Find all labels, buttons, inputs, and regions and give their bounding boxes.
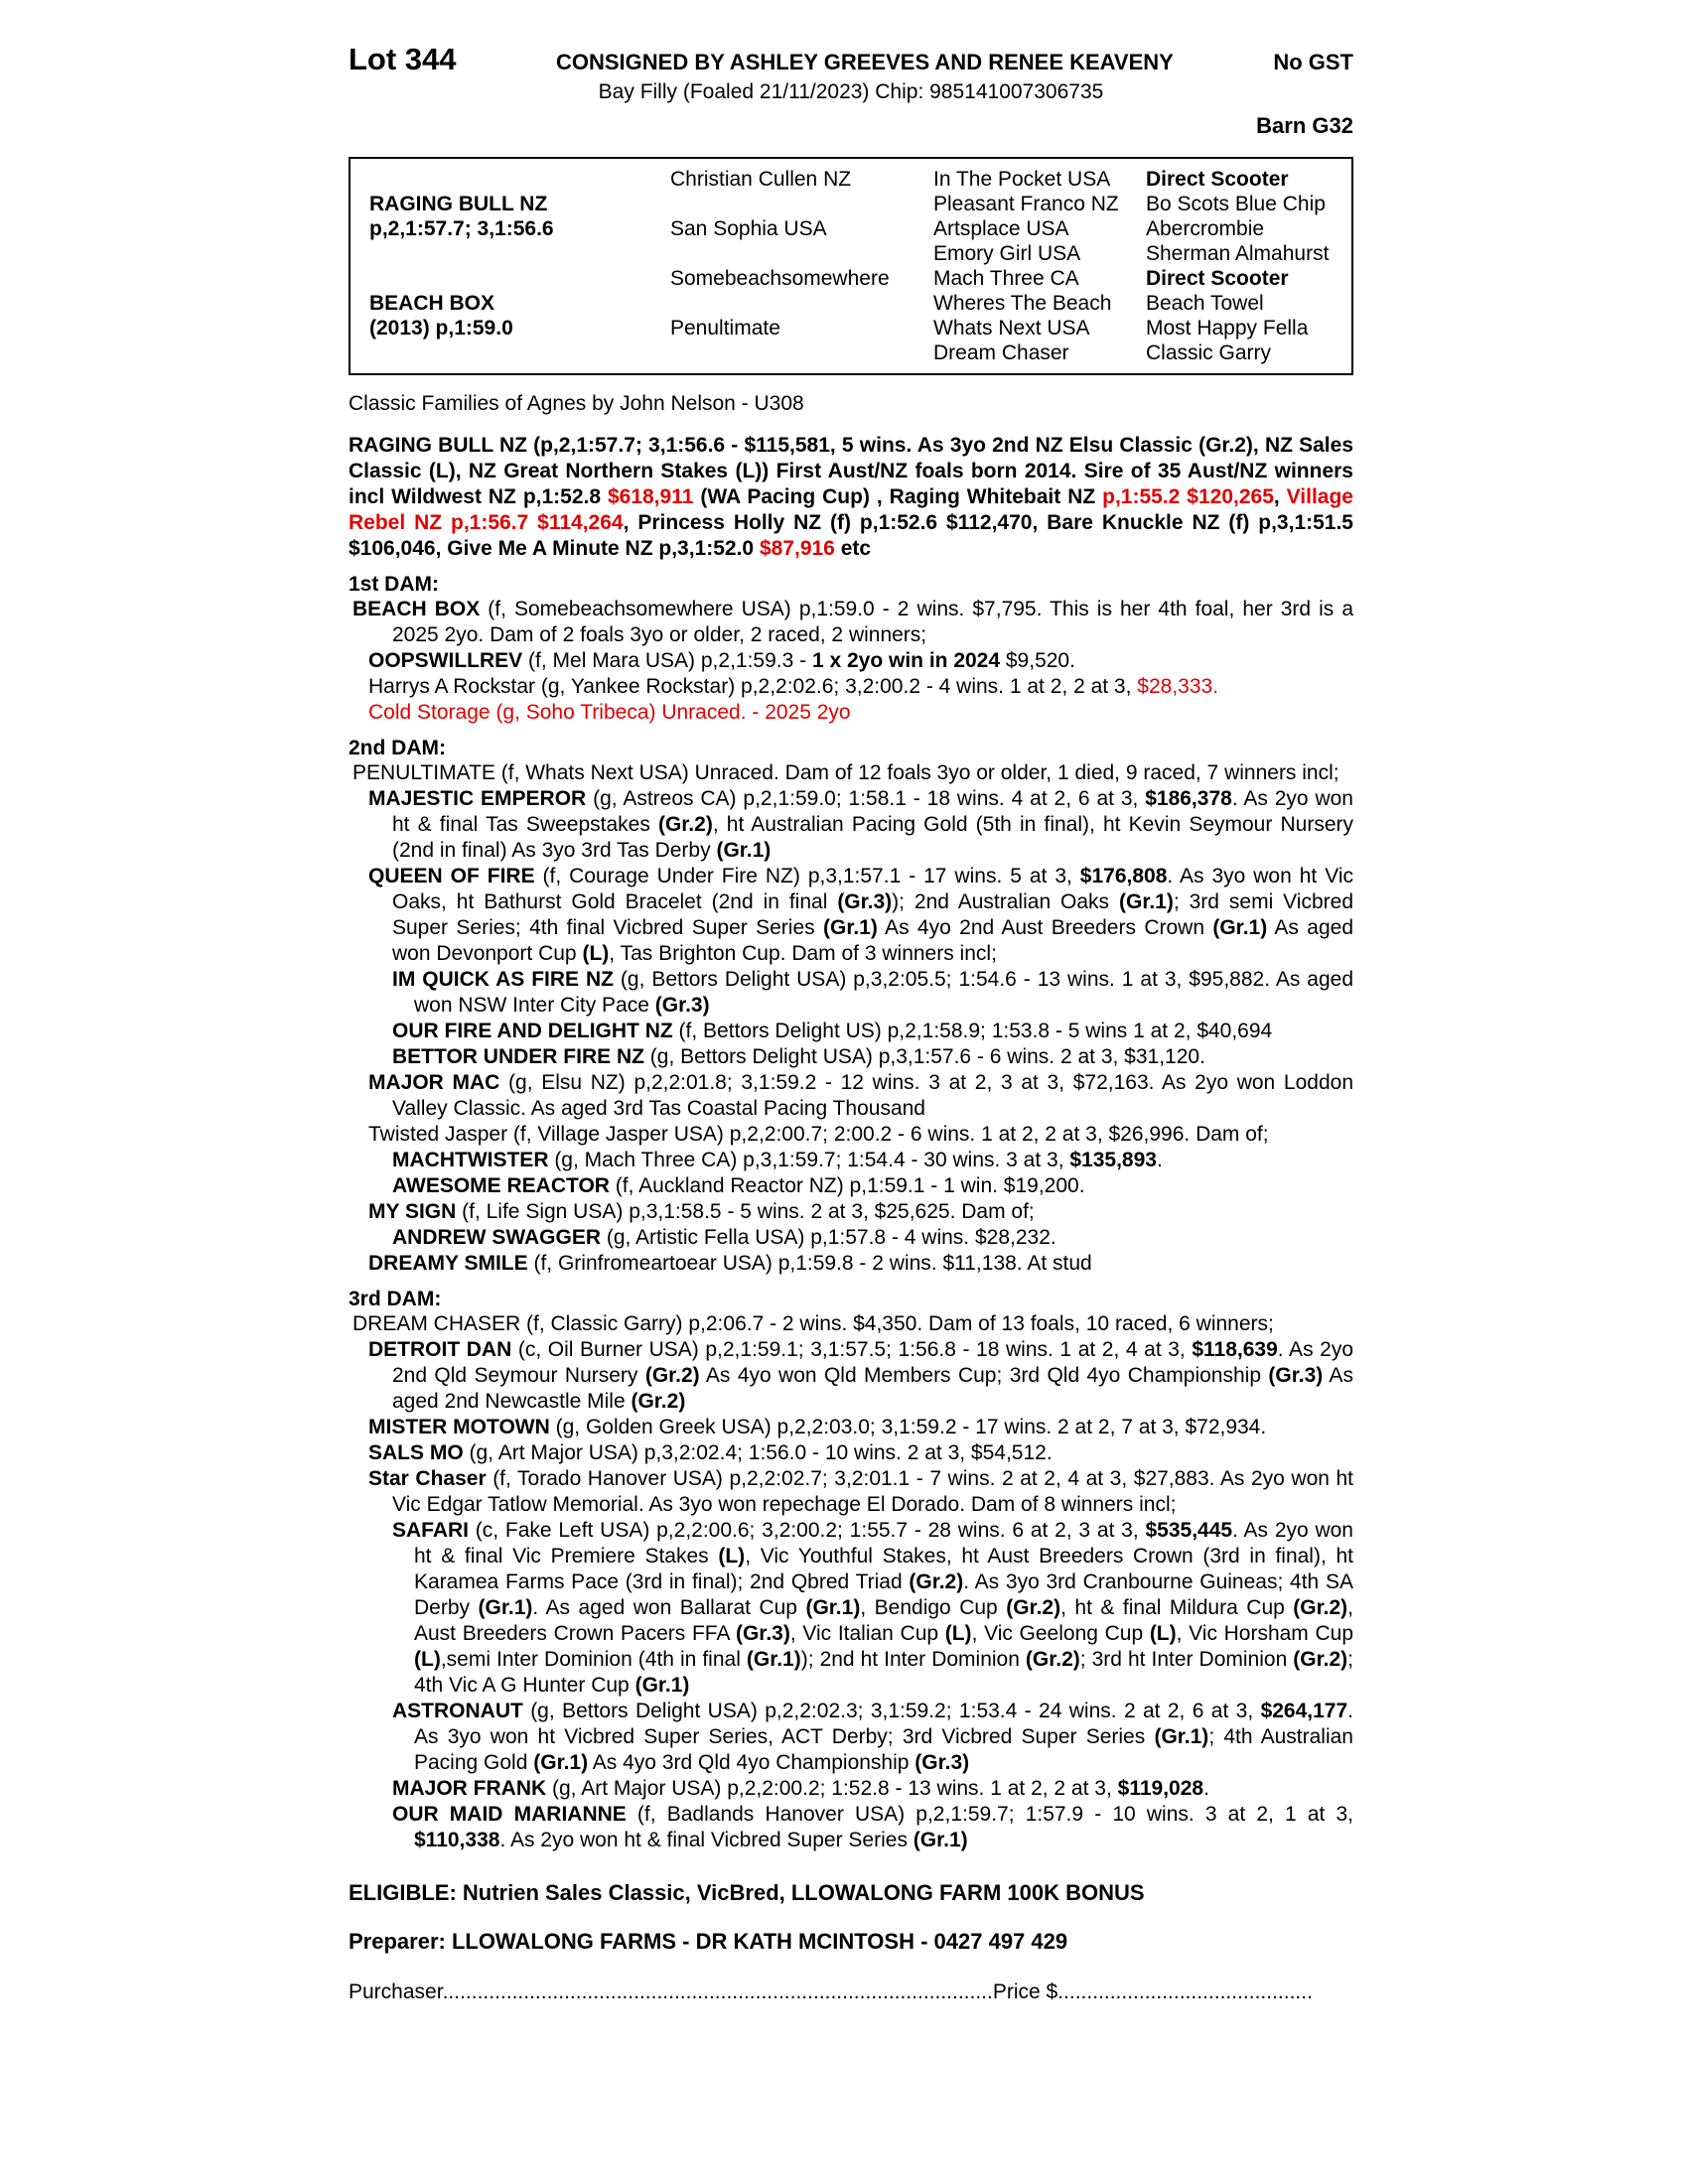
pedigree-cell <box>369 167 670 192</box>
pedigree-entry-major-mac: MAJOR MAC (g, Elsu NZ) p,2,2:01.8; 3,1:59.2 - 12 wins. 3 at 2, 3 at 3, $72,163. As 2yo won Loddon Valley Classic. As aged 3rd Tas Coastal Pacing Thousand <box>368 1071 1354 1120</box>
pedigree-cell <box>369 266 670 291</box>
pedigree-table <box>349 157 1353 375</box>
pedigree-cell: Pleasant Franco NZ <box>933 193 1119 215</box>
consignor-line: CONSIGNED BY ASHLEY GREEVES AND RENEE KEAVENY <box>556 50 1174 74</box>
pedigree-cell: Direct Scooter <box>1146 168 1289 191</box>
pedigree-entry-astronaut: ASTRONAUT (g, Bettors Delight USA) p,2,2:02.3; 3,1:59.2; 1:53.4 - 24 wins. 2 at 2, 6 at 3, $264,177. As 3yo won ht Vicbred Super Series, ACT Derby; 3rd Vicbred Super Series (Gr.1); 4th Australian Pacing Gold (Gr.1) As 4yo 3rd Qld 4yo Championship (Gr.3) <box>392 1700 1353 1774</box>
foaling-info: Bay Filly (Foaled 21/11/2023) Chip: 985141007306735 <box>598 80 1104 103</box>
section-heading-1st-dam: 1st DAM: <box>349 573 440 596</box>
pedigree-cell: BEACH BOX <box>369 292 495 315</box>
pedigree-entry-my-sign: MY SIGN (f, Life Sign USA) p,3,1:58.5 - 5 wins. 2 at 3, $25,625. Dam of; <box>368 1200 1035 1223</box>
pedigree-entry-queen-of-fire: QUEEN OF FIRE (f, Courage Under Fire NZ) p,3,1:57.1 - 17 wins. 5 at 3, $176,808. As 3yo won ht Vic Oaks, ht Bathurst Gold Bracelet (2nd in final (Gr.3)); 2nd Australian Oaks (Gr.1); 3rd semi Vicbred Super Series; 4th final Vicbred Super Series (Gr.1) As 4yo 2nd Aust Breeders Crown (Gr.1) As aged won Devonport Cup (L), Tas Brighton Cup. Dam of 3 winners incl; <box>368 865 1353 965</box>
pedigree-cell: Christian Cullen NZ <box>670 168 852 191</box>
purchaser-label: Purchaser <box>349 1980 443 2003</box>
sire-summary: RAGING BULL NZ (p,2,1:57.7; 3,1:56.6 - $115,581, 5 wins. As 3yo 2nd NZ Elsu Classic (Gr.2), NZ Sales Classic (L), NZ Great Northern Stakes (L)) First Aust/NZ foals born 2014. Sire of 35 Aust/NZ winners incl Wildwest NZ p,1:52.8 $618,911 (WA Pacing Cup) , Raging Whitebait NZ p,1:55.2 $120,265, Village Rebel NZ p,1:56.7 $114,264, Princess Holly NZ (f) p,1:52.6 $112,470, Bare Knuckle NZ (f) p,3,1:51.5 $106,046, Give Me A Minute NZ p,3,1:52.0 $87,916 etc <box>349 434 1353 560</box>
pedigree-entry-cold-storage: Cold Storage (g, Soho Tribeca) Unraced. - 2025 2yo <box>368 701 851 724</box>
pedigree-cell <box>369 241 670 266</box>
lot-number: Lot 344 <box>349 42 457 76</box>
pedigree-entry-dreamy-smile: DREAMY SMILE (f, Grinfromeartoear USA) p,1:59.8 - 2 wins. $11,138. At stud <box>368 1252 1092 1275</box>
pedigree-cell: San Sophia USA <box>670 217 827 240</box>
section-heading-3rd-dam: 3rd DAM: <box>349 1288 442 1310</box>
pedigree-entry-andrew-swagger: ANDREW SWAGGER (g, Artistic Fella USA) p,1:57.8 - 4 wins. $28,232. <box>392 1226 1056 1249</box>
pedigree-cell <box>670 291 933 316</box>
pedigree-cell: In The Pocket USA <box>933 168 1111 191</box>
pedigree-entry-harrys-a-rockstar: Harrys A Rockstar (g, Yankee Rockstar) p,2,2:02.6; 3,2:00.2 - 4 wins. 1 at 2, 2 at 3, $28,333. <box>368 675 1219 698</box>
pedigree-entry-detroit-dan: DETROIT DAN (c, Oil Burner USA) p,2,1:59.1; 3,1:57.5; 1:56.8 - 18 wins. 1 at 2, 4 at 3, $118,639. As 2yo 2nd Qld Seymour Nursery (Gr.2) As 4yo won Qld Members Cup; 3rd Qld 4yo Championship (Gr.3) As aged 2nd Newcastle Mile (Gr.2) <box>368 1338 1354 1413</box>
pedigree-entry-mister-motown: MISTER MOTOWN (g, Golden Greek USA) p,2,2:03.0; 3,1:59.2 - 17 wins. 2 at 2, 7 at 3, $72,934. <box>368 1416 1267 1438</box>
pedigree-entry-star-chaser: Star Chaser (f, Torado Hanover USA) p,2,2:02.7; 3,2:01.1 - 7 wins. 2 at 2, 4 at 3, $27,883. As 2yo won ht Vic Edgar Tatlow Memorial. As 3yo won repechage El Dorado. Dam of 8 winners incl; <box>368 1467 1354 1516</box>
family-note: Classic Families of Agnes by John Nelson - U308 <box>349 392 804 415</box>
pedigree-cell: Artsplace USA <box>933 217 1069 240</box>
section-heading-2nd-dam: 2nd DAM: <box>349 737 446 759</box>
price-label: Price $ <box>992 1980 1058 2003</box>
pedigree-entry-our-maid-marianne: OUR MAID MARIANNE (f, Badlands Hanover USA) p,2,1:59.7; 1:57.9 - 10 wins. 3 at 2, 1 at 3, $110,338. As 2yo won ht & final Vicbred Super Series (Gr.1) <box>392 1803 1353 1851</box>
catalog-page <box>349 42 1353 2004</box>
pedigree-cell: Sherman Almahurst <box>1146 242 1330 265</box>
pedigree-cell: Bo Scots Blue Chip <box>1146 193 1326 215</box>
pedigree-cell <box>670 341 933 365</box>
pedigree-entry-im-quick-as-fire: IM QUICK AS FIRE NZ (g, Bettors Delight USA) p,3,2:05.5; 1:54.6 - 13 wins. 1 at 3, $95,882. As aged won NSW Inter City Pace (Gr.3) <box>392 968 1354 1017</box>
pedigree-cell: Abercrombie <box>1146 217 1265 240</box>
pedigree-cell: Whats Next USA <box>933 317 1090 340</box>
pedigree-cell <box>670 241 933 266</box>
purchaser-dotted-leader: ............................................................................................... <box>442 1980 993 2003</box>
preparer-line: Preparer: LLOWALONG FARMS - DR KATH MCINTOSH - 0427 497 429 <box>349 1929 1068 1954</box>
gst-note: No GST <box>1273 50 1353 74</box>
pedigree-cell: Mach Three CA <box>933 267 1079 290</box>
pedigree-entry-awesome-reactor: AWESOME REACTOR (f, Auckland Reactor NZ) p,1:59.1 - 1 win. $19,200. <box>392 1174 1085 1197</box>
pedigree-cell <box>369 341 670 365</box>
pedigree-cell: RAGING BULL NZ <box>369 193 548 215</box>
pedigree-entry-majestic-emperor: MAJESTIC EMPEROR (g, Astreos CA) p,2,1:59.0; 1:58.1 - 18 wins. 4 at 2, 6 at 3, $186,378. As 2yo won ht & final Tas Sweepstakes (Gr.2), ht Australian Pacing Gold (5th in final), ht Kevin Seymour Nursery (2nd in final) As 3yo 3rd Tas Derby (Gr.1) <box>368 787 1353 862</box>
pedigree-entry-bettor-under-fire: BETTOR UNDER FIRE NZ (g, Bettors Delight USA) p,3,1:57.6 - 6 wins. 2 at 3, $31,120. <box>392 1045 1205 1068</box>
pedigree-cell: Emory Girl USA <box>933 242 1081 265</box>
purchaser-price-line <box>349 1980 1353 2004</box>
pedigree-cell: (2013) p,1:59.0 <box>369 317 513 340</box>
pedigree-entry-machtwister: MACHTWISTER (g, Mach Three CA) p,3,1:59.7; 1:54.4 - 30 wins. 3 at 3, $135,893. <box>392 1149 1163 1171</box>
pedigree-cell: Classic Garry <box>1146 341 1272 364</box>
pedigree-entry-major-frank: MAJOR FRANK (g, Art Major USA) p,2,2:00.2; 1:52.8 - 13 wins. 1 at 2, 2 at 3, $119,028. <box>392 1777 1209 1800</box>
barn-number: Barn G32 <box>1256 113 1353 138</box>
pedigree-cell: Most Happy Fella <box>1146 317 1309 340</box>
pedigree-cell: p,2,1:57.7; 3,1:56.6 <box>369 217 554 240</box>
pedigree-entry-dream-chaser: DREAM CHASER (f, Classic Garry) p,2:06.7 - 2 wins. $4,350. Dam of 13 foals, 10 raced, 6 winners; <box>352 1312 1274 1335</box>
pedigree-cell: Beach Towel <box>1146 292 1264 315</box>
pedigree-entry-beach-box: BEACH BOX (f, Somebeachsomewhere USA) p,1:59.0 - 2 wins. $7,795. This is her 4th foal, her 3rd is a 2025 2yo. Dam of 2 foals 3yo or older, 2 raced, 2 winners; <box>352 598 1353 646</box>
pedigree-entry-twisted-jasper: Twisted Jasper (f, Village Jasper USA) p,2,2:00.7; 2:00.2 - 6 wins. 1 at 2, 2 at 3, $26,996. Dam of; <box>368 1123 1269 1146</box>
price-dotted-leader: ............................................ <box>1057 1980 1313 2003</box>
pedigree-entry-sals-mo: SALS MO (g, Art Major USA) p,3,2:02.4; 1:56.0 - 10 wins. 2 at 3, $54,512. <box>368 1441 1053 1464</box>
pedigree-cell <box>670 192 933 216</box>
header-row <box>349 42 1353 77</box>
pedigree-cell: Dream Chaser <box>933 341 1069 364</box>
pedigree-entry-penultimate: PENULTIMATE (f, Whats Next USA) Unraced. Dam of 12 foals 3yo or older, 1 died, 9 raced, 7 winners incl; <box>352 761 1339 784</box>
pedigree-cell: Direct Scooter <box>1146 267 1289 290</box>
pedigree-cell: Wheres The Beach <box>933 292 1112 315</box>
pedigree-entry-our-fire-and-delight: OUR FIRE AND DELIGHT NZ (f, Bettors Delight US) p,2,1:58.9; 1:53.8 - 5 wins 1 at 2, $40,694 <box>392 1020 1273 1042</box>
eligibility-note: ELIGIBLE: Nutrien Sales Classic, VicBred, LLOWALONG FARM 100K BONUS <box>349 1880 1145 1905</box>
pedigree-cell: Somebeachsomewhere <box>670 267 890 290</box>
pedigree-entry-oopswillrev: OOPSWILLREV (f, Mel Mara USA) p,2,1:59.3 - 1 x 2yo win in 2024 $9,520. <box>368 649 1075 672</box>
pedigree-entry-safari: SAFARI (c, Fake Left USA) p,2,2:00.6; 3,2:00.2; 1:55.7 - 28 wins. 6 at 2, 3 at 3, $535,445. As 2yo won ht & final Vic Premiere Stakes (L), Vic Youthful Stakes, ht Aust Breeders Crown (3rd in final), ht Karamea Farms Pace (3rd in final); 2nd Qbred Triad (Gr.2). As 3yo 3rd Cranbourne Guineas; 4th SA Derby (Gr.1). As aged won Ballarat Cup (Gr.1), Bendigo Cup (Gr.2), ht & final Mildura Cup (Gr.2), Aust Breeders Crown Pacers FFA (Gr.3), Vic Italian Cup (L), Vic Geelong Cup (L), Vic Horsham Cup (L),semi Inter Dominion (4th in final (Gr.1)); 2nd ht Inter Dominion (Gr.2); 3rd ht Inter Dominion (Gr.2); 4th Vic A G Hunter Cup (Gr.1) <box>392 1519 1353 1697</box>
pedigree-cell: Penultimate <box>670 317 780 340</box>
